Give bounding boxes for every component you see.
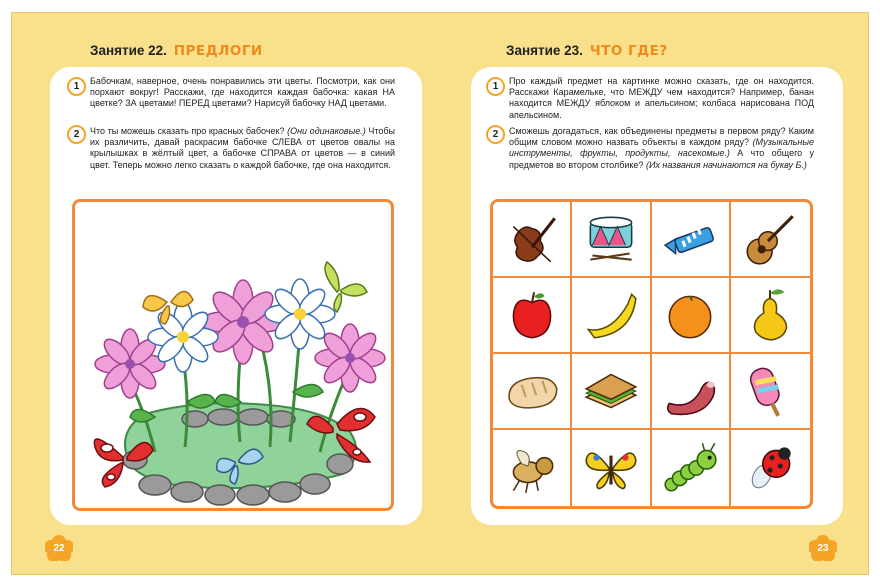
step-2-badge: 2 <box>67 125 86 144</box>
right-step-1-text: Про каждый предмет на картинке можно сказать, где он находится. Расскажи Карамельке, что МЕЖДУ чем находится? Например, банан находится МЕЖДУ яблоком и апельсином; колбаса нарисована ПОД апельсином. <box>509 76 814 120</box>
bread-loaf-icon <box>501 360 563 422</box>
grid-cell-sausage <box>652 354 731 430</box>
lesson-23-number: Занятие 23. <box>506 43 583 58</box>
orange-icon <box>659 284 721 346</box>
page-number-22 <box>45 535 73 561</box>
book-spread <box>11 12 869 575</box>
ladybug-icon <box>739 437 801 499</box>
banana-icon <box>580 284 642 346</box>
grid-cell-banana <box>572 278 651 354</box>
grid-cell-beetle <box>493 430 572 506</box>
step-1-badge: 1 <box>67 77 86 96</box>
violin-icon <box>501 208 563 270</box>
grid-cell-butterfly <box>572 430 651 506</box>
guitar-icon <box>739 208 801 270</box>
grid-cell-sandwich <box>572 354 651 430</box>
grid-cell-orange <box>652 278 731 354</box>
step-1-badge: 1 <box>486 77 505 96</box>
left-step-2-text <box>90 126 395 171</box>
answer-hint: (Они одинаковые.) <box>287 126 366 136</box>
right-step-2-text <box>509 126 814 171</box>
grid-cell-toy-trumpet <box>652 202 731 278</box>
text-part: А что общего у предметов во втором столбике? <box>509 148 815 170</box>
butterfly-icon <box>580 437 642 499</box>
sausage-icon <box>659 360 721 422</box>
text-part: Чтобы их различить, давай раскрасим бабочке СЛЕВА от цветов овалы на крылышках в жёлтый цвет, а бабочке СПРАВА от цветов — в синий цвет. Теперь можно легко сказать о каждой бабочке, где она находится. <box>90 126 395 170</box>
grid-cell-guitar <box>731 202 810 278</box>
text-part: Что ты можешь сказать про красных бабочек? <box>90 126 288 136</box>
left-step-1-text: Бабочкам, наверное, очень понравились эти цветы. Посмотри, как они порхают вокруг! Расскажи, где находится каждая бабочка: какая НА цветке? ЗА цветами! ПЕРЕД цветами? Нарисуй бабочку НАД цветами. <box>90 76 395 109</box>
lesson-22-title <box>90 43 263 59</box>
lesson-23-title <box>506 43 668 59</box>
flowers-butterflies-illustration <box>75 202 391 508</box>
grid-cell-ladybug <box>731 430 810 506</box>
step-2-badge: 2 <box>486 125 505 144</box>
apple-icon <box>501 284 563 346</box>
grid-cell-violin <box>493 202 572 278</box>
page-number-22-text: 22 <box>53 542 65 554</box>
objects-grid <box>490 199 813 509</box>
text-part: Сможешь догадаться, как объединены предметы в первом ряду? Каким общим словом можно назвать объекты в каждом ряду? <box>509 126 814 148</box>
grid-cell-bread <box>493 354 572 430</box>
page-number-23-text: 23 <box>817 542 829 554</box>
toy-trumpet-icon <box>659 208 721 270</box>
grid-cell-drum <box>572 202 651 278</box>
answer-hint: (Музыкальные инструменты, фрукты, продукты, насекомые.) <box>509 137 814 159</box>
green-butterfly <box>325 262 367 312</box>
pear-icon <box>739 284 801 346</box>
caterpillar-icon <box>659 437 721 499</box>
ice-cream-icon <box>739 360 801 422</box>
grid-cell-pear <box>731 278 810 354</box>
grid-cell-apple <box>493 278 572 354</box>
grid-cell-caterpillar <box>652 430 731 506</box>
drum-icon <box>580 208 642 270</box>
lesson-22-number: Занятие 22. <box>90 43 167 58</box>
sandwich-icon <box>580 360 642 422</box>
lesson-23-topic: ЧТО ГДЕ? <box>589 43 668 59</box>
page-number-23 <box>809 535 837 561</box>
answer-hint: (Их названия начинаются на букву Б.) <box>645 159 807 170</box>
flowers-picture-frame <box>72 199 394 511</box>
lesson-22-topic: ПРЕДЛОГИ <box>173 43 263 59</box>
grid-cell-ice-cream <box>731 354 810 430</box>
beetle-icon <box>501 437 563 499</box>
